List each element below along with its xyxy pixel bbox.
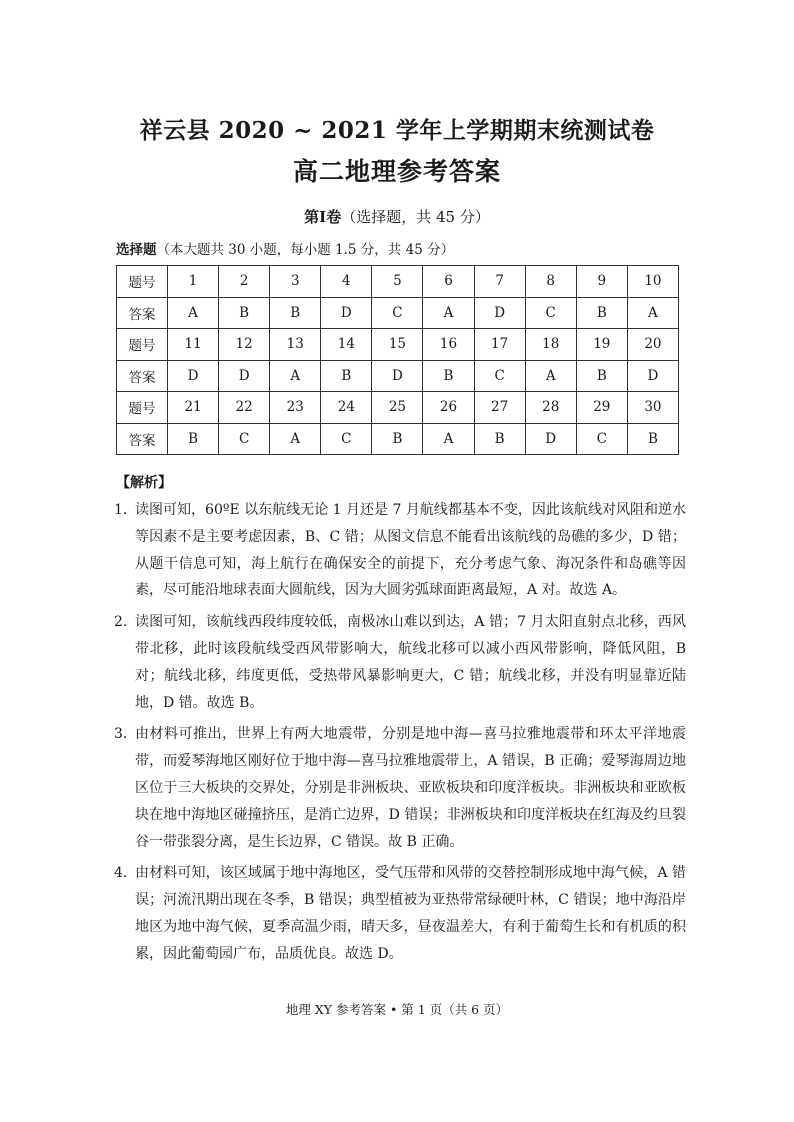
table-cell: B [168, 423, 219, 455]
table-cell: B [423, 360, 474, 392]
table-cell: 28 [525, 392, 576, 424]
table-row [117, 360, 679, 392]
table-row-header: 题号 [117, 392, 168, 424]
document-title: 祥云县 2020 ~ 2021 学年上学期期末统测试卷 [139, 117, 655, 144]
table-cell: 21 [168, 392, 219, 424]
table-cell: 15 [372, 329, 423, 361]
table-cell: A [270, 360, 321, 392]
table-cell: 9 [576, 266, 627, 298]
table-cell: 14 [321, 329, 372, 361]
table-cell: 11 [168, 329, 219, 361]
table-cell: 24 [321, 392, 372, 424]
choice-intro-note: （本大题共 30 小题，每小题 1.5 分，共 45 分） [156, 242, 455, 258]
table-cell: 7 [474, 266, 525, 298]
table-cell: 22 [219, 392, 270, 424]
table-cell: B [372, 423, 423, 455]
document-subtitle: 高二地理参考答案 [292, 157, 501, 186]
table-cell: B [576, 297, 627, 329]
table-cell: B [474, 423, 525, 455]
analysis-item [114, 609, 686, 716]
table-cell: 29 [576, 392, 627, 424]
analysis-item [114, 860, 686, 967]
analysis-item-text: 读图可知，该航线西段纬度较低，南极冰山难以到达，A 错；7 月太阳直射点北移，西风带北移，此时该段航线受西风带影响大，航线北移可以减小西风带影响，降低风阻，B 对；航线北移，纬度更低，受热带风暴影响更大，C 错；航线北移，并没有明显靠近陆地，D 错。故选 B。 [135, 614, 686, 711]
table-cell: D [321, 297, 372, 329]
table-cell: B [576, 360, 627, 392]
choice-intro-label: 选择题 [116, 242, 157, 258]
section-heading [0, 206, 794, 227]
table-cell: 30 [627, 392, 678, 424]
table-cell: 8 [525, 266, 576, 298]
table-row-header: 题号 [117, 266, 168, 298]
table-row-header: 答案 [117, 297, 168, 329]
analysis-item-text: 读图可知，60ºE 以东航线无论 1 月还是 7 月航线都基本不变，因此该航线对风阻和逆水等因素不是主要考虑因素，B、C 错；从图文信息不能看出该航线的岛礁的多少，D 错；从题干信息可知，海上航行在确保安全的前提下，充分考虑气象、海况条件和岛礁等因素，尽可能沿地球表面大圆航线，因为大圆劣弧球面距离最短，A 对。故选 A。 [135, 502, 686, 599]
analysis-item-text: 由材料可推出，世界上有两大地震带，分别是地中海—喜马拉雅地震带和环太平洋地震带，而爱琴海地区刚好位于地中海—喜马拉雅地震带上，A 错误，B 正确；爱琴海周边地区位于三大板块的交界处，分别是非洲板块、亚欧板块和印度洋板块。非洲板块和亚欧板块在地中海地区碰撞挤压，是消亡边界，D 错误；非洲板块和印度洋板块在红海及约旦裂谷一带张裂分离，是生长边界，C 错误。故 B 正确。 [135, 726, 686, 850]
table-cell: 20 [627, 329, 678, 361]
table-cell: C [321, 423, 372, 455]
table-cell: 12 [219, 329, 270, 361]
table-cell: A [423, 297, 474, 329]
table-cell: C [219, 423, 270, 455]
analysis-item-number: 4． [114, 865, 137, 882]
analysis-item [114, 721, 686, 855]
table-cell: C [576, 423, 627, 455]
table-row [117, 392, 679, 424]
table-cell: A [627, 297, 678, 329]
table-cell: 16 [423, 329, 474, 361]
table-row-header: 答案 [117, 360, 168, 392]
table-row [117, 297, 679, 329]
answer-table-body [117, 266, 679, 455]
analysis-item-number: 3． [114, 726, 137, 743]
table-row [117, 423, 679, 455]
choice-intro [116, 238, 454, 258]
table-cell: D [525, 423, 576, 455]
table-cell: 23 [270, 392, 321, 424]
table-cell: 17 [474, 329, 525, 361]
table-row-header: 题号 [117, 329, 168, 361]
analysis-item-number: 2． [114, 614, 137, 631]
table-cell: 25 [372, 392, 423, 424]
analysis-item-text: 由材料可知，该区域属于地中海地区，受气压带和风带的交替控制形成地中海气候，A 错误；河流汛期出现在冬季，B 错误；典型植被为亚热带常绿硬叶林，C 错误；地中海沿岸地区为地中海气候，夏季高温少雨，晴天多，昼夜温差大，有利于葡萄生长和有机质的积累，因此葡萄园广布，品质优良。故选 D。 [135, 865, 686, 962]
table-row [117, 329, 679, 361]
table-cell: D [219, 360, 270, 392]
table-cell: 5 [372, 266, 423, 298]
table-row [117, 266, 679, 298]
table-cell: B [321, 360, 372, 392]
table-cell: B [270, 297, 321, 329]
table-cell: 2 [219, 266, 270, 298]
table-cell: 1 [168, 266, 219, 298]
page-footer: 地理 XY 参考答案 • 第 1 页（共 6 页） [285, 1002, 509, 1017]
table-cell: 10 [627, 266, 678, 298]
table-cell: 13 [270, 329, 321, 361]
table-cell: C [474, 360, 525, 392]
table-cell: D [627, 360, 678, 392]
table-cell: 3 [270, 266, 321, 298]
table-cell: A [423, 423, 474, 455]
table-cell: 18 [525, 329, 576, 361]
table-cell: D [474, 297, 525, 329]
analysis-heading: 【解析】 [116, 475, 172, 491]
table-cell: A [168, 297, 219, 329]
analysis-item [114, 497, 686, 604]
table-cell: A [525, 360, 576, 392]
section-label: 第Ⅰ卷 [304, 208, 342, 226]
analysis-item-number: 1． [114, 502, 137, 518]
answer-table [116, 265, 679, 455]
table-cell: B [219, 297, 270, 329]
table-cell: 6 [423, 266, 474, 298]
section-note: （选择题，共 45 分） [341, 208, 490, 226]
table-cell: D [168, 360, 219, 392]
table-cell: 27 [474, 392, 525, 424]
table-cell: 26 [423, 392, 474, 424]
table-cell: C [525, 297, 576, 329]
table-cell: A [270, 423, 321, 455]
table-row-header: 答案 [117, 423, 168, 455]
table-cell: D [372, 360, 423, 392]
table-cell: B [627, 423, 678, 455]
table-cell: 4 [321, 266, 372, 298]
table-cell: C [372, 297, 423, 329]
analysis-list [114, 497, 686, 973]
table-cell: 19 [576, 329, 627, 361]
